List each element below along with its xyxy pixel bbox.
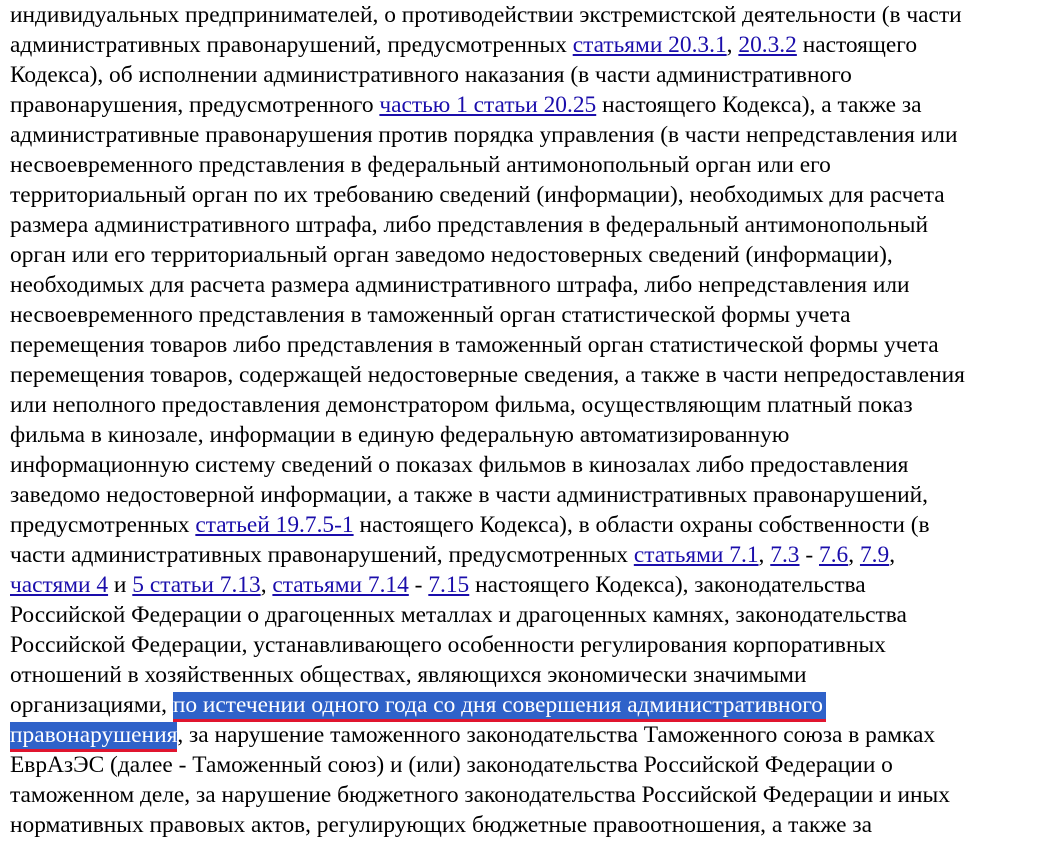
- link-article-7-1[interactable]: статьями 7.1: [633, 542, 759, 568]
- text-line: [10, 210, 1040, 240]
- text-segment: необходимых для расчета размера административного штрафа, либо непредставления или: [10, 272, 910, 298]
- text-segment: административные правонарушения против порядка управления (в части непредставления или: [10, 122, 958, 148]
- text-segment: Российской Федерации, устанавливающего особенности регулирования корпоративных: [10, 632, 886, 658]
- text-segment: предусмотренных: [10, 512, 196, 538]
- link-article-7-3[interactable]: 7.3: [770, 542, 800, 568]
- text-line: [10, 60, 1040, 90]
- text-line: [10, 780, 1040, 810]
- text-segment: ,: [260, 572, 273, 598]
- text-segment: ,: [848, 542, 860, 568]
- text-line: [10, 810, 1040, 840]
- text-segment: заведомо недостоверной информации, а также в части административных правонарушений,: [10, 482, 929, 508]
- text-segment: правонарушения, предусмотренного: [10, 92, 380, 118]
- text-line: [10, 270, 1040, 300]
- text-segment: настоящего: [796, 32, 918, 58]
- text-line: [10, 300, 1040, 330]
- text-line: [10, 420, 1040, 450]
- text-line: [10, 90, 1040, 120]
- text-segment: размера административного штрафа, либо представления в федеральный антимонопольный: [10, 212, 928, 238]
- highlighted-selection-part-1[interactable]: по истечении одного года со дня совершения административного: [173, 692, 826, 722]
- text-segment: настоящего Кодекса), законодательства: [469, 572, 866, 598]
- text-segment: фильма в кинозале, информации в единую федеральную автоматизированную: [10, 422, 790, 448]
- text-segment: ,: [758, 542, 771, 568]
- text-segment: орган или его территориальный орган заведомо недостоверных сведений (информации),: [10, 242, 893, 268]
- text-segment: -: [408, 572, 429, 598]
- link-article-20-3-2[interactable]: 20.3.2: [738, 32, 797, 58]
- text-segment: ,: [889, 542, 896, 568]
- text-line: [10, 390, 1040, 420]
- text-segment: и: [108, 572, 133, 598]
- text-segment: отношений в хозяйственных обществах, являющихся экономически значимыми: [10, 662, 807, 688]
- text-line: [10, 240, 1040, 270]
- text-segment: , за нарушение таможенного законодательства Таможенного союза в рамках: [177, 722, 936, 748]
- legal-text-paragraph: [10, 0, 1040, 840]
- text-line: [10, 480, 1040, 510]
- text-line: [10, 30, 1040, 60]
- text-segment: территориальный орган по их требованию сведений (информации), необходимых для расчета: [10, 182, 945, 208]
- link-article-7-14[interactable]: статьями 7.14: [272, 572, 409, 598]
- text-line: [10, 0, 1040, 30]
- text-segment: индивидуальных предпринимателей, о противодействии экстремистской деятельности (в части: [10, 2, 962, 28]
- highlighted-selection-part-2[interactable]: правонарушения: [10, 722, 177, 752]
- text-line: [10, 540, 1040, 570]
- text-segment: несвоевременного представления в федеральный антимонопольный орган или его: [10, 152, 831, 178]
- text-segment: ,: [726, 32, 739, 58]
- text-segment: информационную систему сведений о показах фильмов в кинозалах либо предоставления: [10, 452, 909, 478]
- text-segment: части административных правонарушений, предусмотренных: [10, 542, 634, 568]
- text-segment: таможенном деле, за нарушение бюджетного законодательства Российской Федерации и иных: [10, 782, 950, 808]
- text-segment: нормативных правовых актов, регулирующих бюджетные правоотношения, а также за: [10, 812, 873, 838]
- text-line: [10, 600, 1040, 630]
- text-segment: -: [799, 542, 819, 568]
- link-article-7-13-part-5[interactable]: 5 статьи 7.13: [132, 572, 261, 598]
- text-segment: несвоевременного представления в таможенный орган статистической формы учета: [10, 302, 851, 328]
- link-article-7-9[interactable]: 7.9: [859, 542, 890, 568]
- link-article-7-6[interactable]: 7.6: [819, 542, 849, 568]
- text-line: [10, 120, 1040, 150]
- text-line: [10, 660, 1040, 690]
- text-line: [10, 360, 1040, 390]
- text-line: [10, 570, 1040, 600]
- link-article-19-7-5-1[interactable]: статьей 19.7.5-1: [195, 512, 354, 538]
- text-segment: административных правонарушений, предусмотренных: [10, 32, 573, 58]
- text-line: [10, 450, 1040, 480]
- text-line: [10, 510, 1040, 540]
- text-segment: ЕврАзЭС (далее - Таможенный союз) и (или) законодательства Российской Федерации о: [10, 752, 893, 778]
- text-line: [10, 150, 1040, 180]
- text-line: [10, 750, 1040, 780]
- text-line: [10, 180, 1040, 210]
- link-article-7-15[interactable]: 7.15: [428, 572, 470, 598]
- text-segment: настоящего Кодекса), а также за: [596, 92, 922, 118]
- text-segment: или неполного предоставления демонстратором фильма, осуществляющим платный показ: [10, 392, 913, 418]
- text-segment: перемещения товаров либо представления в таможенный орган статистической формы учета: [10, 332, 939, 358]
- text-segment: Кодекса), об исполнении административного наказания (в части административного: [10, 62, 852, 88]
- text-line: [10, 720, 1040, 750]
- link-article-7-13-part-4[interactable]: частями 4: [10, 572, 109, 598]
- link-article-20-3-1[interactable]: статьями 20.3.1: [572, 32, 727, 58]
- text-segment: Российской Федерации о драгоценных металлах и драгоценных камнях, законодательства: [10, 602, 907, 628]
- text-segment: организациями,: [10, 692, 173, 718]
- text-line: [10, 330, 1040, 360]
- text-segment: перемещения товаров, содержащей недостоверные сведения, а также в части непредоставления: [10, 362, 965, 388]
- text-line: [10, 630, 1040, 660]
- text-line: [10, 690, 1040, 720]
- link-article-20-25-part-1[interactable]: частью 1 статьи 20.25: [379, 92, 597, 118]
- text-segment: настоящего Кодекса), в области охраны собственности (в: [353, 512, 930, 538]
